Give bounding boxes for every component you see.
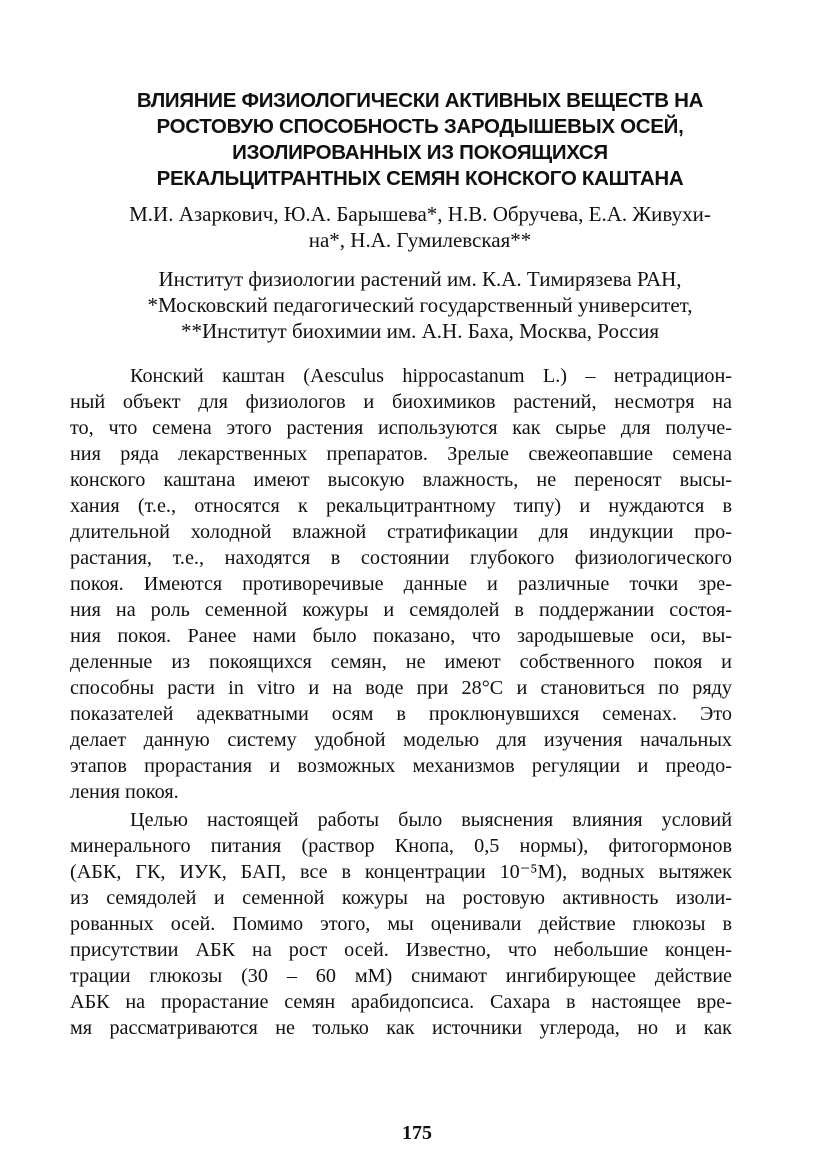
paragraph-line: длительной холодной влажной стратификации для индукции про-	[70, 521, 732, 543]
paragraph-line: деленные из покоящихся семян, не имеют собственного покоя и	[70, 651, 732, 673]
paragraph-line: ления покоя.	[70, 781, 179, 803]
paragraph-line: рованных осей. Помимо этого, мы оценивали действие глюкозы в	[70, 913, 732, 935]
paragraph-line: из семядолей и семенной кожуры на ростовую активность изоли-	[70, 887, 732, 909]
paragraph-line: конского каштана имеют высокую влажность, не переносят высы-	[70, 469, 732, 491]
paragraph-line: АБК на прорастание семян арабидопсиса. Сахара в настоящее вре-	[70, 991, 732, 1013]
paragraph-line: этапов прорастания и возможных механизмов регуляции и преодо-	[70, 755, 732, 777]
paragraph-line: минерального питания (раствор Кнопа, 0,5 нормы), фитогормонов	[70, 835, 732, 857]
paragraph-line: растания, т.е., находятся в состоянии глубокого физиологического	[70, 547, 732, 569]
title-line: ВЛИЯНИЕ ФИЗИОЛОГИЧЕСКИ АКТИВНЫХ ВЕЩЕСТВ НА	[136, 89, 704, 112]
paragraph-line: трации глюкозы (30 – 60 мМ) снимают ингибирующее действие	[70, 965, 732, 987]
affiliation-line: **Институт биохимии им. А.Н. Баха, Москва, Россия	[180, 319, 660, 343]
title-line: РЕКАЛЬЦИТРАНТНЫХ СЕМЯН КОНСКОГО КАШТАНА	[156, 167, 684, 190]
affiliation-line: *Московский педагогический государственный университет,	[147, 293, 693, 317]
paragraph-line: ния покоя. Ранее нами было показано, что зародышевые оси, вы-	[70, 625, 732, 647]
paragraph-line: Конский каштан (Aesculus hippocastanum L.) – нетрадицион-	[130, 365, 732, 387]
paragraph-line: то, что семена этого растения используются как сырье для получе-	[70, 417, 732, 439]
page-number: 175	[402, 1122, 432, 1144]
paragraph-line: делает данную систему удобной моделью для изучения начальных	[70, 729, 732, 751]
paragraph-line: (АБК, ГК, ИУК, БАП, все в концентрации 10⁻⁵М), водных вытяжек	[70, 861, 732, 883]
paragraph-line: ния на роль семенной кожуры и семядолей в поддержании состоя-	[70, 599, 732, 621]
paragraph-line: показателей адекватными осям в проклюнувшихся семенах. Это	[70, 703, 732, 725]
paragraph-line: ный объект для физиологов и биохимиков растений, несмотря на	[70, 391, 732, 413]
paragraph-line: хания (т.е., относятся к рекальцитрантному типу) и нуждаются в	[70, 495, 732, 517]
paragraph-1	[70, 363, 732, 805]
authors-line: М.И. Азаркович, Ю.А. Барышева*, Н.В. Обручева, Е.А. Живухи-	[129, 202, 711, 226]
paragraph-line: мя рассматриваются не только как источники углерода, но и как	[70, 1017, 732, 1039]
paragraph-line: присутствии АБК на рост осей. Известно, что небольшие концен-	[70, 939, 732, 961]
affiliations	[60, 266, 780, 344]
paragraph-line: покоя. Имеются противоречивые данные и различные точки зре-	[70, 573, 732, 595]
paragraph-line: способны расти in vitro и на воде при 28°С и становиться по ряду	[70, 677, 732, 699]
authors-line: на*, Н.А. Гумилевская**	[308, 228, 532, 252]
title-line: РОСТОВУЮ СПОСОБНОСТЬ ЗАРОДЫШЕВЫХ ОСЕЙ,	[156, 115, 684, 138]
paragraph-line: Целью настоящей работы было выяснения влияния условий	[130, 809, 732, 831]
article-title	[60, 88, 780, 192]
authors	[60, 201, 780, 253]
paragraph-line: ния ряда лекарственных препаратов. Зрелые свежеопавшие семена	[70, 443, 732, 465]
affiliation-line: Институт физиологии растений им. К.А. Тимирязева РАН,	[158, 267, 682, 291]
title-line: ИЗОЛИРОВАННЫХ ИЗ ПОКОЯЩИХСЯ	[232, 141, 608, 164]
paragraph-2	[70, 807, 732, 1041]
article-body	[70, 363, 732, 1041]
